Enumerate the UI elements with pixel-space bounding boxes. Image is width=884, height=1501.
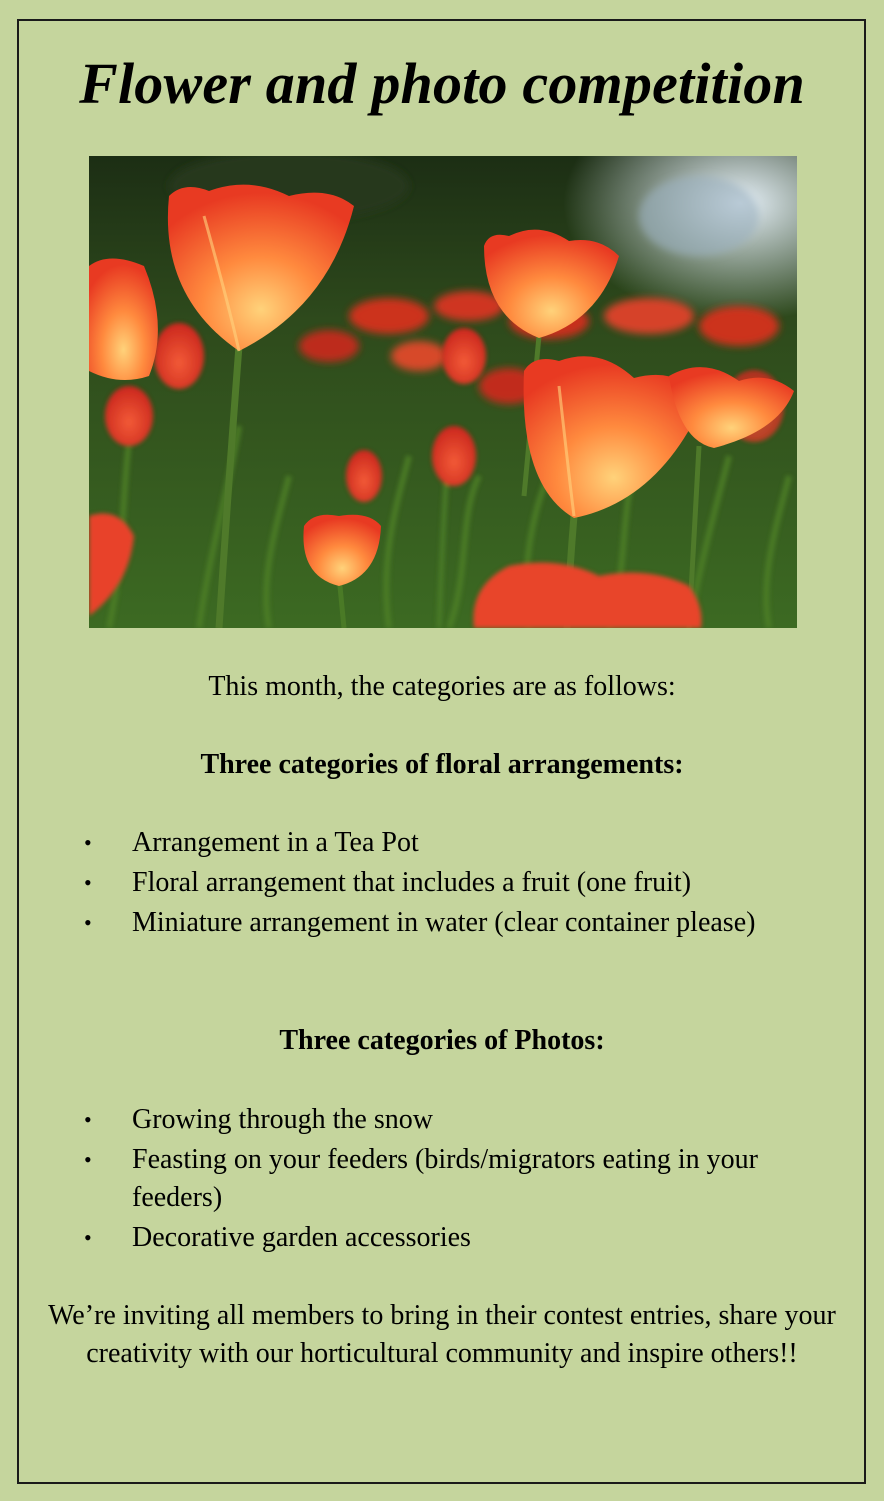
list-item bbox=[0, 1141, 884, 1217]
page-title: Flower and photo competition bbox=[79, 51, 805, 116]
photos-heading: Three categories of Photos: bbox=[279, 1025, 605, 1056]
list-item bbox=[0, 1101, 884, 1139]
bullet-icon: • bbox=[84, 1147, 92, 1172]
bullet-icon: • bbox=[84, 870, 92, 895]
list-item-label: Miniature arrangement in water (clear container please) bbox=[132, 907, 756, 938]
photos-list bbox=[0, 1101, 884, 1259]
bullet-icon: • bbox=[84, 1107, 92, 1132]
list-item bbox=[0, 1219, 884, 1257]
closing-text: We’re inviting all members to bring in their contest entries, share your creativity with our horticultural community and inspire others!! bbox=[48, 1300, 836, 1369]
bullet-icon: • bbox=[84, 830, 92, 855]
list-item-label: Growing through the snow bbox=[132, 1104, 433, 1135]
list-item-label: Arrangement in a Tea Pot bbox=[132, 827, 419, 858]
floral-list bbox=[0, 824, 884, 944]
floral-heading: Three categories of floral arrangements: bbox=[200, 749, 684, 780]
list-item bbox=[0, 864, 884, 902]
list-item-label: Floral arrangement that includes a fruit (one fruit) bbox=[132, 867, 692, 898]
tulips-photo bbox=[89, 156, 797, 628]
list-item-label: Feasting on your feeders (birds/migrators eating in your feeders) bbox=[132, 1144, 758, 1213]
intro-text: This month, the categories are as follows: bbox=[208, 671, 676, 702]
list-item-label: Decorative garden accessories bbox=[132, 1222, 471, 1253]
list-item bbox=[0, 824, 884, 862]
bullet-icon: • bbox=[84, 910, 92, 935]
list-item bbox=[0, 904, 884, 942]
bullet-icon: • bbox=[84, 1225, 92, 1250]
